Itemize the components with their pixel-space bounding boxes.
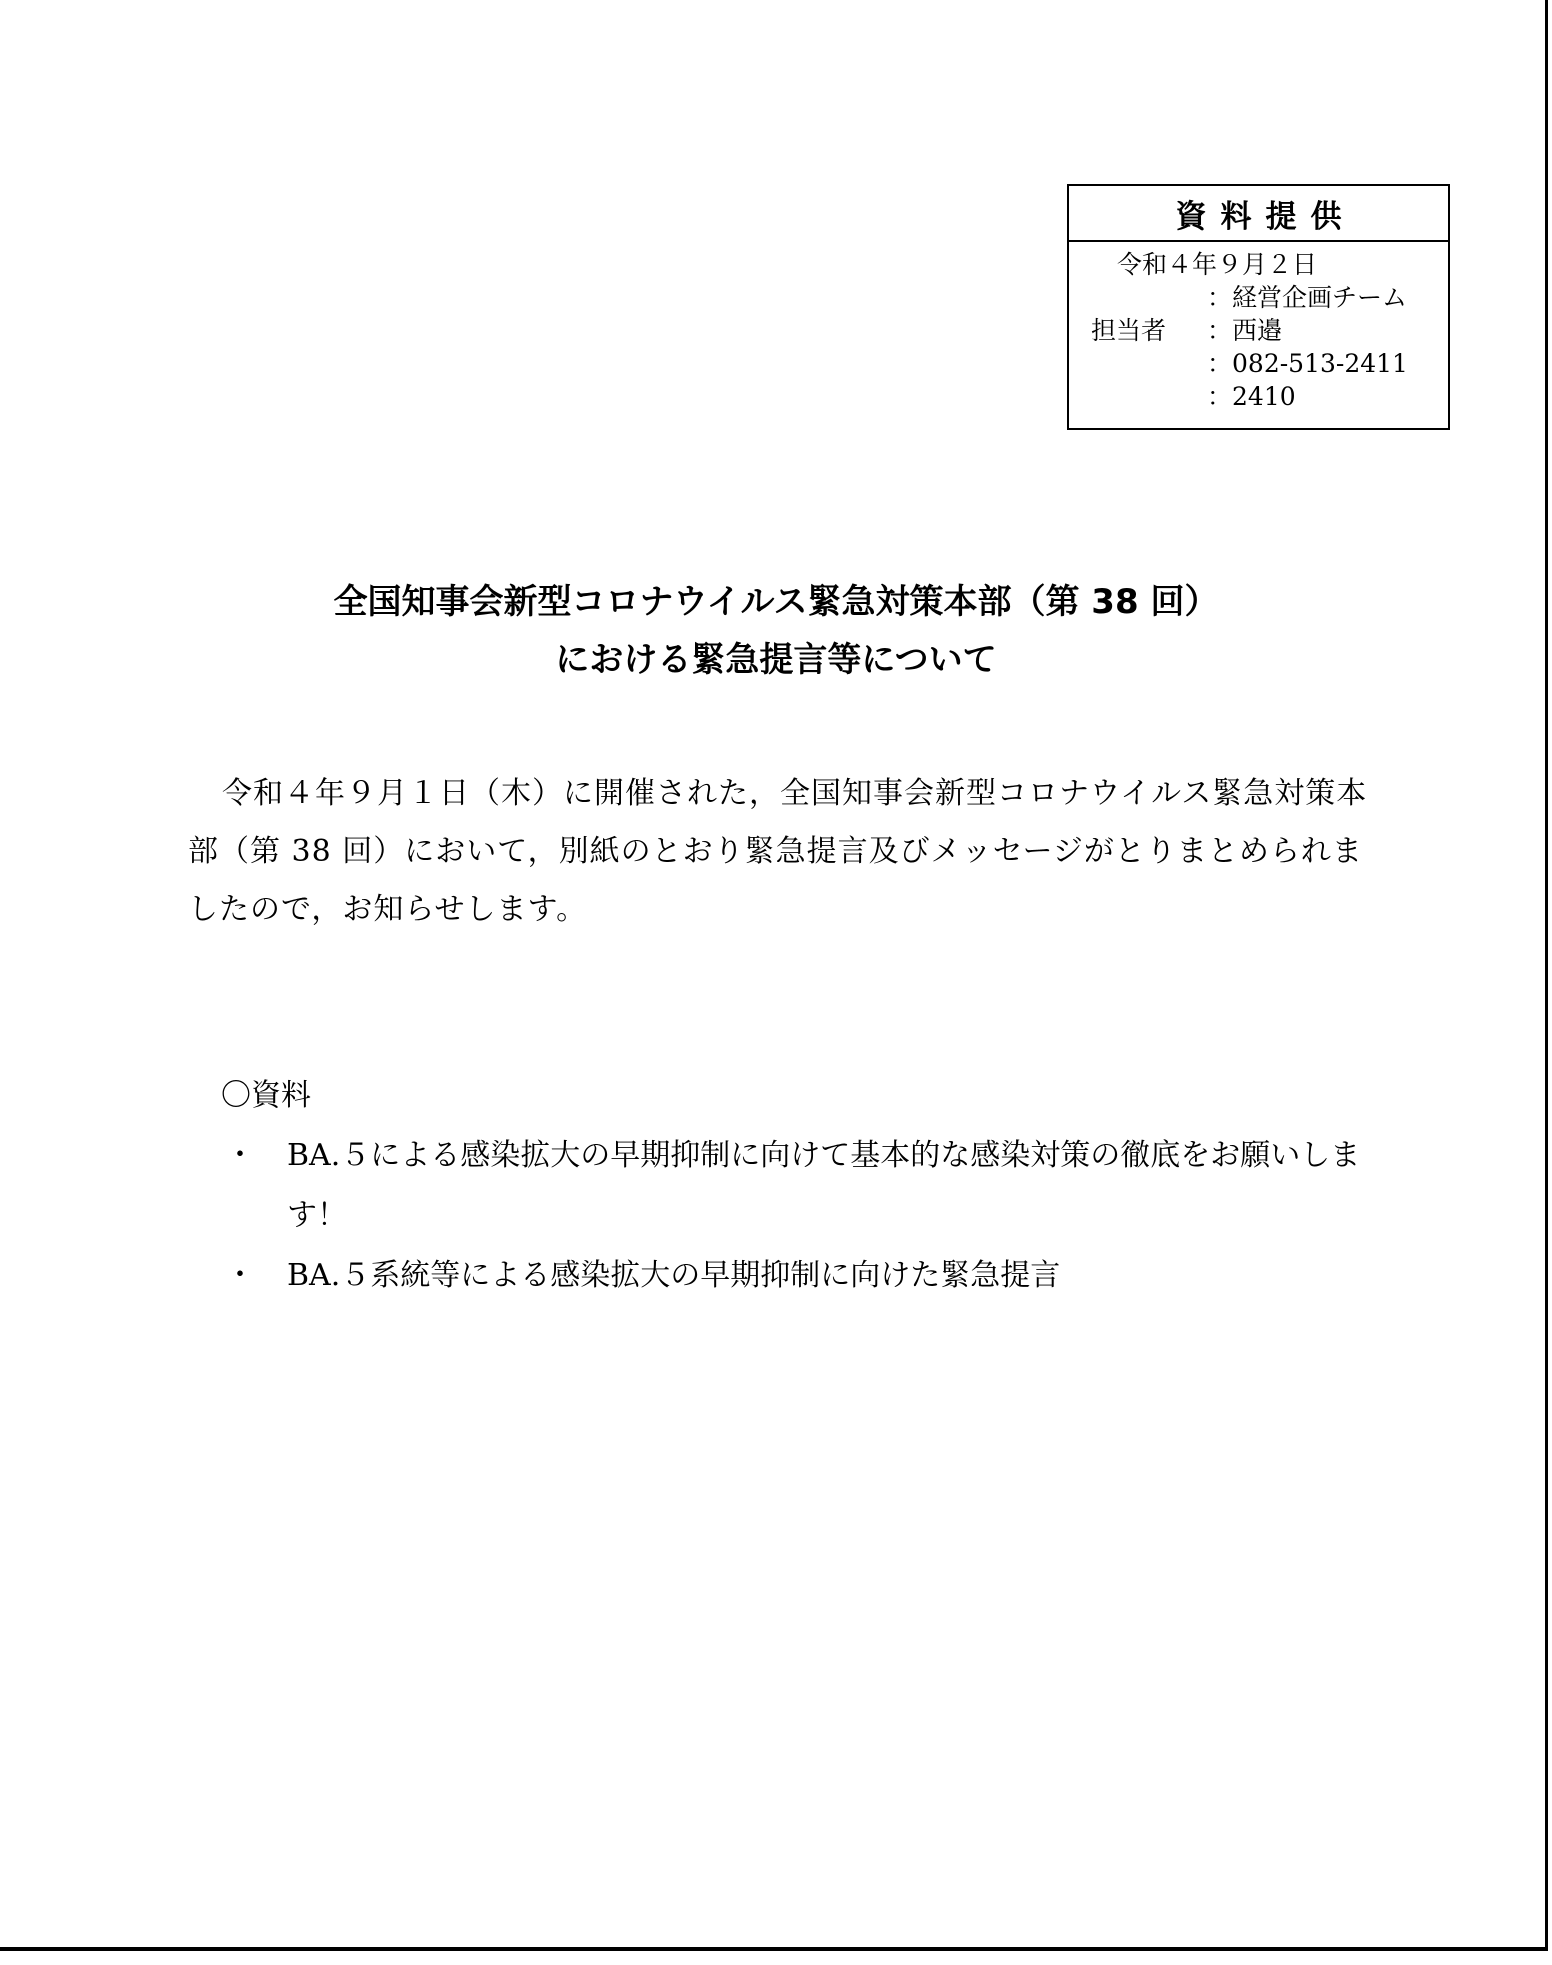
info-label bbox=[1091, 380, 1207, 413]
document-title bbox=[0, 573, 1552, 689]
info-label: 担当者 bbox=[1091, 316, 1167, 345]
info-value-phone: 082-513-2411 bbox=[1232, 349, 1408, 378]
page-border-bottom bbox=[0, 1947, 1548, 1951]
list-item bbox=[221, 1126, 1391, 1246]
materials-section bbox=[221, 1066, 1391, 1306]
info-value-contact-person: 西邉 bbox=[1232, 316, 1283, 345]
title-line-1: 全国知事会新型コロナウイルス緊急対策本部（第 38 回） bbox=[333, 582, 1219, 622]
press-info-box bbox=[1067, 184, 1450, 430]
bullet: ・ bbox=[225, 1138, 255, 1173]
info-separator: ： bbox=[1207, 283, 1233, 312]
list-item bbox=[221, 1246, 1391, 1306]
release-date: 令和４年９月２日 bbox=[1117, 250, 1318, 279]
info-label bbox=[1091, 281, 1207, 314]
title-line-2: における緊急提言等について bbox=[555, 640, 997, 680]
info-box-header: 資料提供 bbox=[1069, 186, 1448, 242]
body-paragraph: 令和４年９月１日（木）に開催された，全国知事会新型コロナウイルス緊急対策本部（第 38 回）において，別紙のとおり緊急提言及びメッセージがとりまとめられましたので，お知らせします。 bbox=[188, 776, 1368, 927]
info-separator: ： bbox=[1207, 382, 1233, 411]
info-separator: ： bbox=[1207, 316, 1233, 345]
material-item-text: BA.５系統等による感染拡大の早期抑制に向けた緊急提言 bbox=[287, 1258, 1061, 1293]
page-border-right bbox=[1545, 0, 1548, 1950]
material-item-text: BA.５による感染拡大の早期抑制に向けて基本的な感染対策の徹底をお願いします！ bbox=[287, 1138, 1361, 1233]
info-separator: ： bbox=[1207, 349, 1233, 378]
info-row-contact-person bbox=[1091, 314, 1448, 347]
info-label bbox=[1091, 347, 1207, 380]
info-value-extension: 2410 bbox=[1232, 382, 1296, 411]
info-value-department: 経営企画チーム bbox=[1232, 283, 1408, 312]
info-row-extension bbox=[1091, 380, 1448, 413]
info-row-phone bbox=[1091, 347, 1448, 380]
info-box-body bbox=[1069, 242, 1448, 413]
bullet: ・ bbox=[225, 1258, 255, 1293]
materials-heading: 〇資料 bbox=[221, 1078, 311, 1113]
info-row-department bbox=[1091, 281, 1448, 314]
